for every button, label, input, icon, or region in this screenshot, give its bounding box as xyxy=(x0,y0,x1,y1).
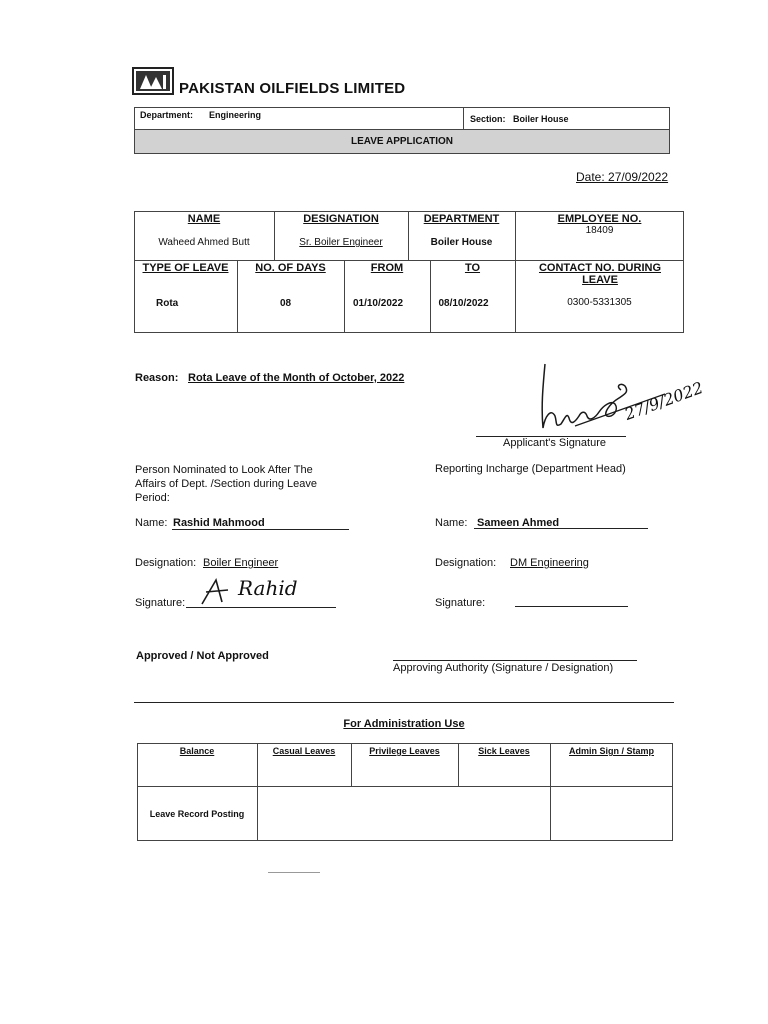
admin-col-stamp: Admin Sign / Stamp xyxy=(568,746,654,756)
header-employee-no: EMPLOYEE NO. xyxy=(557,213,642,225)
incharge-signature-label: Signature: xyxy=(435,597,486,609)
incharge-designation-value: DM Engineering xyxy=(510,557,589,569)
header-no-of-days: NO. OF DAYS xyxy=(255,262,326,274)
nominee-signature-label: Signature: xyxy=(135,597,186,609)
value-from: 01/10/2022 xyxy=(352,298,404,309)
value-department: Boiler House xyxy=(430,237,493,248)
department-value: Engineering xyxy=(209,110,262,120)
nominee-heading: Person Nominated to Look After The Affairs of Dept. /Section during Leave Period: xyxy=(135,464,318,504)
incharge-heading: Reporting Incharge (Department Head) xyxy=(435,463,626,475)
approving-authority-label: Approving Authority (Signature / Designation) xyxy=(393,662,614,674)
approval-status: Approved / Not Approved xyxy=(136,650,269,662)
section-value: Boiler House xyxy=(513,114,569,124)
nominee-name-value: Rashid Mahmood xyxy=(173,517,265,529)
value-to: 08/10/2022 xyxy=(438,298,489,309)
form-title: LEAVE APPLICATION xyxy=(350,136,454,147)
admin-row-label: Leave Record Posting xyxy=(149,809,245,819)
value-employee-no: 18409 xyxy=(585,225,614,236)
nominee-handwritten-signature: Rahid xyxy=(198,572,328,612)
admin-heading: For Administration Use xyxy=(343,718,465,730)
header-designation: DESIGNATION xyxy=(303,213,379,225)
incharge-name-label: Name: xyxy=(435,517,468,529)
header-type-of-leave: TYPE OF LEAVE xyxy=(142,262,229,274)
incharge-designation-label: Designation: xyxy=(435,557,497,569)
header-name: NAME xyxy=(187,213,221,225)
header-to: TO xyxy=(464,262,481,274)
admin-col-balance: Balance xyxy=(179,746,215,756)
handwritten-date: 27/9/2022 xyxy=(622,377,706,424)
application-date: Date: 27/09/2022 xyxy=(576,170,669,184)
nominee-name-label: Name: xyxy=(135,517,168,529)
value-no-of-days: 08 xyxy=(279,298,292,309)
reason-value: Rota Leave of the Month of October, 2022 xyxy=(188,372,405,384)
admin-col-sick: Sick Leaves xyxy=(478,746,530,756)
section-label: Section: xyxy=(470,114,506,124)
incharge-name-value: Sameen Ahmed xyxy=(477,517,560,529)
value-designation: Sr. Boiler Engineer xyxy=(299,237,383,248)
admin-col-privilege: Privilege Leaves xyxy=(369,746,440,756)
value-name: Waheed Ahmed Butt xyxy=(158,237,250,248)
header-contact-no: CONTACT NO. DURING LEAVE xyxy=(538,262,661,286)
admin-table xyxy=(137,743,673,841)
company-name: PAKISTAN OILFIELDS LIMITED xyxy=(179,80,406,97)
value-contact-no: 0300-5331305 xyxy=(567,297,632,308)
pol-logo-icon xyxy=(132,67,174,95)
section-divider xyxy=(134,702,674,703)
department-label: Department: xyxy=(140,110,194,120)
admin-col-casual: Casual Leaves xyxy=(272,746,336,756)
reason-label: Reason: xyxy=(135,372,179,384)
header-department: DEPARTMENT xyxy=(423,213,500,225)
nominee-designation-value: Boiler Engineer xyxy=(203,557,279,569)
applicant-signature-label: Applicant's Signature xyxy=(503,437,606,449)
header-from: FROM xyxy=(370,262,404,274)
value-type-of-leave: Rota xyxy=(156,298,179,309)
nominee-designation-label: Designation: xyxy=(135,557,197,569)
